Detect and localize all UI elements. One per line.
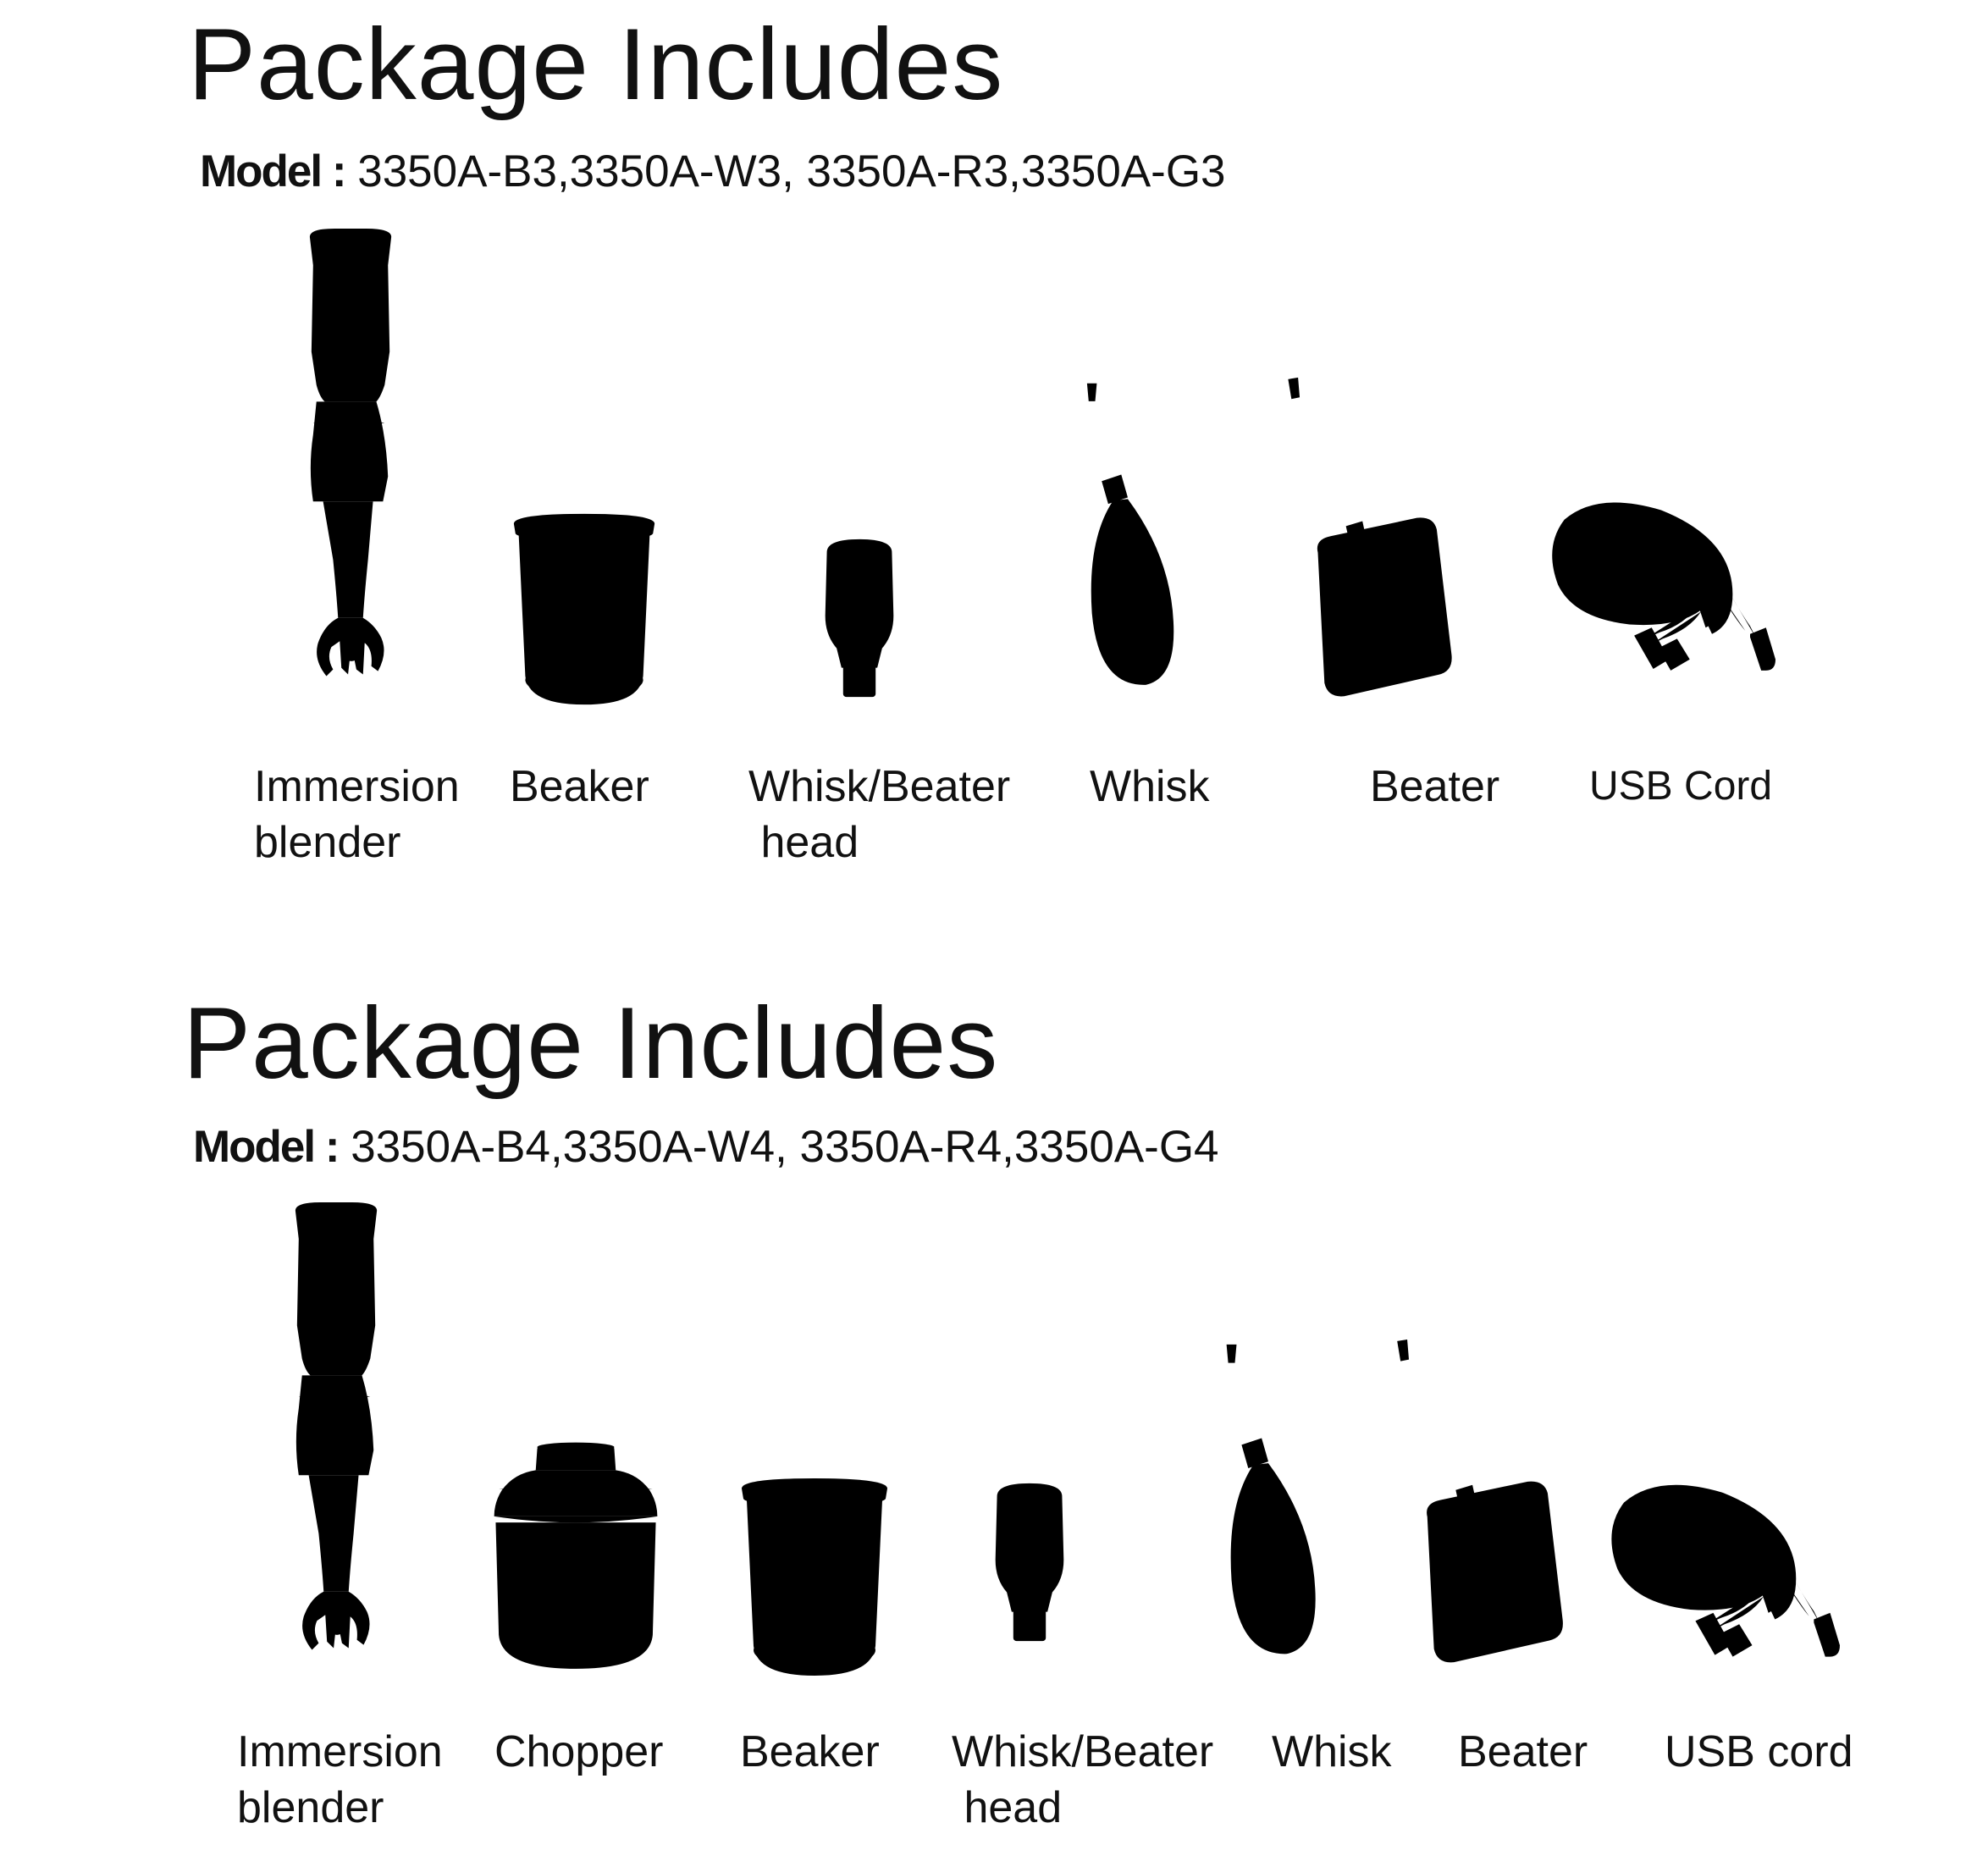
package-section-1 [0, 0, 1988, 914]
whisk-icon [1223, 1343, 1316, 1654]
beater-icon [1394, 1340, 1563, 1662]
usb-cord-icon [1552, 503, 1775, 671]
whisk-beater-head-icon [826, 539, 894, 697]
item-label-beater: Beater [1370, 762, 1500, 811]
item-label-beaker: Beaker [740, 1727, 880, 1776]
item-label-whisk: Whisk [1090, 762, 1210, 811]
item-label-whisk-beater-head: Whisk/Beater head [748, 762, 1011, 867]
beaker-icon [742, 1478, 887, 1676]
immersion-blender-icon [295, 1202, 377, 1650]
package-section-2 [0, 974, 1988, 1856]
model-values: 3350A-B4,3350A-W4, 3350A-R4,3350A-G4 [351, 1122, 1219, 1172]
item-label-whisk: Whisk [1272, 1727, 1392, 1776]
model-values: 3350A-B3,3350A-W3, 3350A-R3,3350A-G3 [357, 146, 1226, 196]
usb-cord-icon [1611, 1485, 1840, 1657]
section-title: Package Includes [188, 8, 1004, 121]
beater-icon [1285, 378, 1452, 697]
chopper-icon [494, 1443, 658, 1669]
whisk-icon [1084, 382, 1173, 685]
model-label: Model : [200, 146, 345, 196]
item-label-chopper: Chopper [494, 1727, 664, 1776]
item-label-usb-cord: USB Cord [1589, 764, 1773, 809]
item-label-immersion-blender: Immersion blender [237, 1727, 443, 1832]
item-label-immersion-blender: Immersion blender [254, 762, 460, 867]
item-label-whisk-beater-head: Whisk/Beater head [952, 1727, 1214, 1832]
section-title: Package Includes [183, 986, 999, 1100]
beaker-icon [514, 514, 654, 704]
item-label-usb-cord: USB cord [1665, 1727, 1853, 1776]
item-label-beaker: Beaker [510, 762, 649, 811]
immersion-blender-icon [310, 229, 391, 677]
model-label: Model : [193, 1122, 339, 1172]
item-label-beater: Beater [1458, 1727, 1588, 1776]
whisk-beater-head-icon [996, 1483, 1064, 1641]
